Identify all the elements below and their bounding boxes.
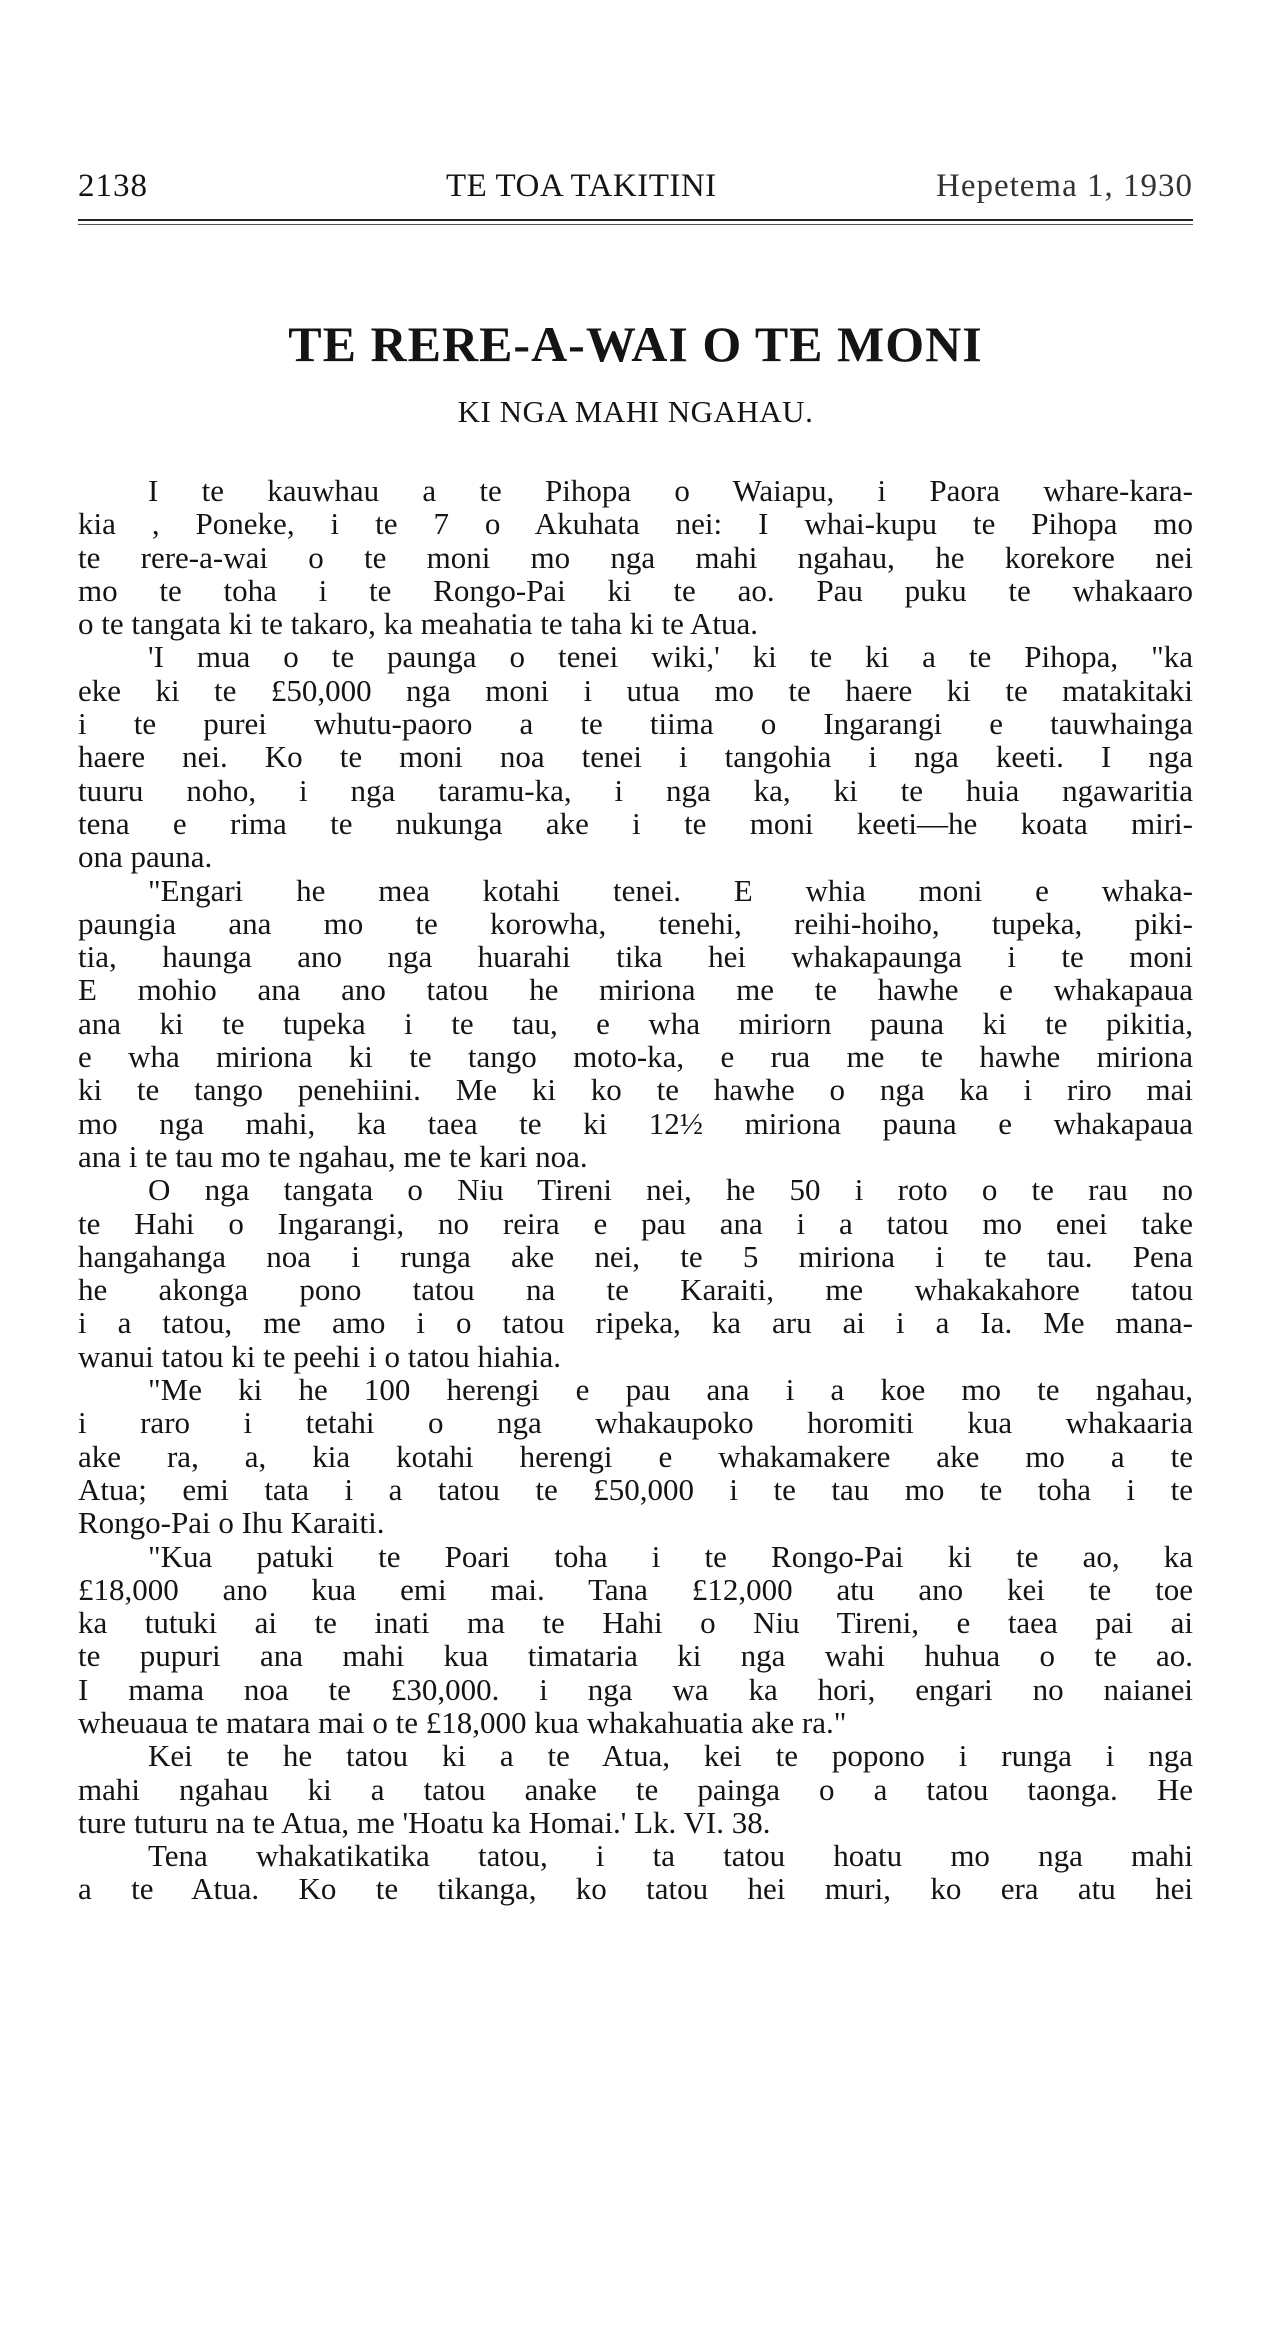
paragraph-line: Tena whakatikatika tatou, i ta tatou hoatu mo nga mahi [148, 1838, 1193, 1874]
paragraph-line: te Hahi o Ingarangi, no reira e pau ana i a tatou mo enei take [78, 1205, 1193, 1241]
paragraph-line: ka tutuki ai te inati ma te Hahi o Niu Tireni, e taea pai ai [78, 1605, 1193, 1641]
paragraph-line: ana ki te tupeka i te tau, e wha miriorn pauna ki te pikitia, [78, 1005, 1193, 1041]
running-header [78, 140, 1193, 204]
paragraph-line: tena e rima te nukunga ake i te moni keeti—he koata miri- [78, 805, 1193, 841]
paragraph-line: "Kua patuki te Poari toha i te Rongo-Pai ki te ao, ka [148, 1538, 1193, 1574]
paragraph-line: ake ra, a, kia kotahi herengi e whakamakere ake mo a te [78, 1438, 1193, 1474]
paragraph-line: te rere-a-wai o te moni mo nga mahi ngahau, he korekore nei [78, 539, 1193, 575]
article-title: TE RERE-A-WAI O TE MONI [288, 316, 983, 372]
paragraph-line: i a tatou, me amo i o tatou ripeka, ka aru ai i a Ia. Me mana- [78, 1305, 1193, 1341]
paragraph-line: ki te tango penehiini. Me ki ko te hawhe o nga ka i riro mai [78, 1072, 1193, 1108]
paragraph-line: mahi ngahau ki a tatou anake te painga o a tatou taonga. He [78, 1771, 1193, 1807]
page-number: 2138 [78, 168, 148, 204]
paragraph-line: I mama noa te £30,000. i nga wa ka hori, engari no naianei [78, 1671, 1193, 1707]
paragraph [78, 1173, 1193, 1373]
paragraph-line: tuuru noho, i nga taramu-ka, i nga ka, ki te huia ngawaritia [78, 772, 1193, 808]
paragraph-line: i raro i tetahi o nga whakaupoko horomiti kua whakaaria [78, 1405, 1193, 1441]
paragraph [78, 1739, 1193, 1839]
paragraph-line: Kei te he tatou ki a te Atua, kei te popono i runga i nga [148, 1738, 1193, 1774]
article-subtitle: KI NGA MAHI NGAHAU. [457, 394, 814, 429]
paragraph [78, 1373, 1193, 1539]
paragraph-line: mo nga mahi, ka taea te ki 12½ miriona pauna e whakapaua [78, 1105, 1193, 1141]
paragraph-line: kia , Poneke, i te 7 o Akuhata nei: I whai-kupu te Pihopa mo [78, 506, 1193, 542]
paragraph-line: £18,000 ano kua emi mai. Tana £12,000 atu ano kei te toe [78, 1571, 1193, 1607]
article-body [78, 474, 1193, 1906]
paragraph-line: he akonga pono tatou na te Karaiti, me whakakahore tatou [78, 1272, 1193, 1308]
paragraph-line: eke ki te £50,000 nga moni i utua mo te haere ki te matakitaki [78, 672, 1193, 708]
paragraph [78, 1839, 1193, 1906]
paragraph-line: O nga tangata o Niu Tireni nei, he 50 i roto o te rau no [148, 1172, 1193, 1208]
paragraph-line: Rongo-Pai o Ihu Karaiti. [78, 1505, 385, 1541]
paragraph-line: i te purei whutu-paoro a te tiima o Ingarangi e tauwhainga [78, 706, 1193, 742]
paragraph-line: wanui tatou ki te peehi i o tatou hiahia. [78, 1338, 561, 1374]
paragraph [78, 874, 1193, 1174]
paragraph-line: "Engari he mea kotahi tenei. E whia moni e whaka- [148, 872, 1193, 908]
paragraph-line: ture tuturu na te Atua, me 'Hoatu ka Homai.' Lk. VI. 38. [78, 1804, 771, 1840]
paragraph-line: wheuaua te matara mai o te £18,000 kua whakahuatia ake ra." [78, 1704, 847, 1740]
page [78, 140, 1193, 1906]
paragraph-line: a te Atua. Ko te tikanga, ko tatou hei muri, ko era atu hei [78, 1871, 1193, 1907]
paragraph [78, 640, 1193, 873]
paragraph [78, 1540, 1193, 1740]
paragraph-line: te pupuri ana mahi kua timataria ki nga wahi huhua o te ao. [78, 1638, 1193, 1674]
paragraph-line: tia, haunga ano nga huarahi tika hei whakapaunga i te moni [78, 939, 1193, 975]
paragraph-line: Atua; emi tata i a tatou te £50,000 i te tau mo te toha i te [78, 1471, 1193, 1507]
paragraph-line: ona pauna. [78, 839, 213, 875]
paragraph-line: 'I mua o te paunga o tenei wiki,' ki te ki a te Pihopa, "ka [148, 639, 1193, 675]
paragraph-line: "Me ki he 100 herengi e pau ana i a koe mo te ngahau, [148, 1372, 1193, 1408]
journal-title: TE TOA TAKITINI [446, 168, 717, 204]
paragraph-line: E mohio ana ano tatou he miriona me te hawhe e whakapaua [78, 972, 1193, 1008]
paragraph-line: mo te toha i te Rongo-Pai ki te ao. Pau puku te whakaaro [78, 572, 1193, 608]
paragraph-line: haere nei. Ko te moni noa tenei i tangohia i nga keeti. I nga [78, 739, 1193, 775]
paragraph-line: I te kauwhau a te Pihopa o Waiapu, i Paora whare-kara- [148, 473, 1193, 508]
issue-date: Hepetema 1, 1930 [935, 168, 1193, 204]
paragraph-line: hangahanga noa i runga ake nei, te 5 miriona i te tau. Pena [78, 1238, 1193, 1274]
paragraph-line: paungia ana mo te korowha, tenehi, reihi-hoiho, tupeka, piki- [78, 905, 1193, 941]
header-rule [78, 219, 1193, 225]
paragraph-line: ana i te tau mo te ngahau, me te kari noa. [78, 1138, 588, 1174]
paragraph-line: o te tangata ki te takaro, ka meahatia te taha ki te Atua. [78, 606, 758, 642]
paragraph-line: e wha miriona ki te tango moto-ka, e rua me te hawhe miriona [78, 1039, 1193, 1075]
paragraph [78, 474, 1193, 640]
